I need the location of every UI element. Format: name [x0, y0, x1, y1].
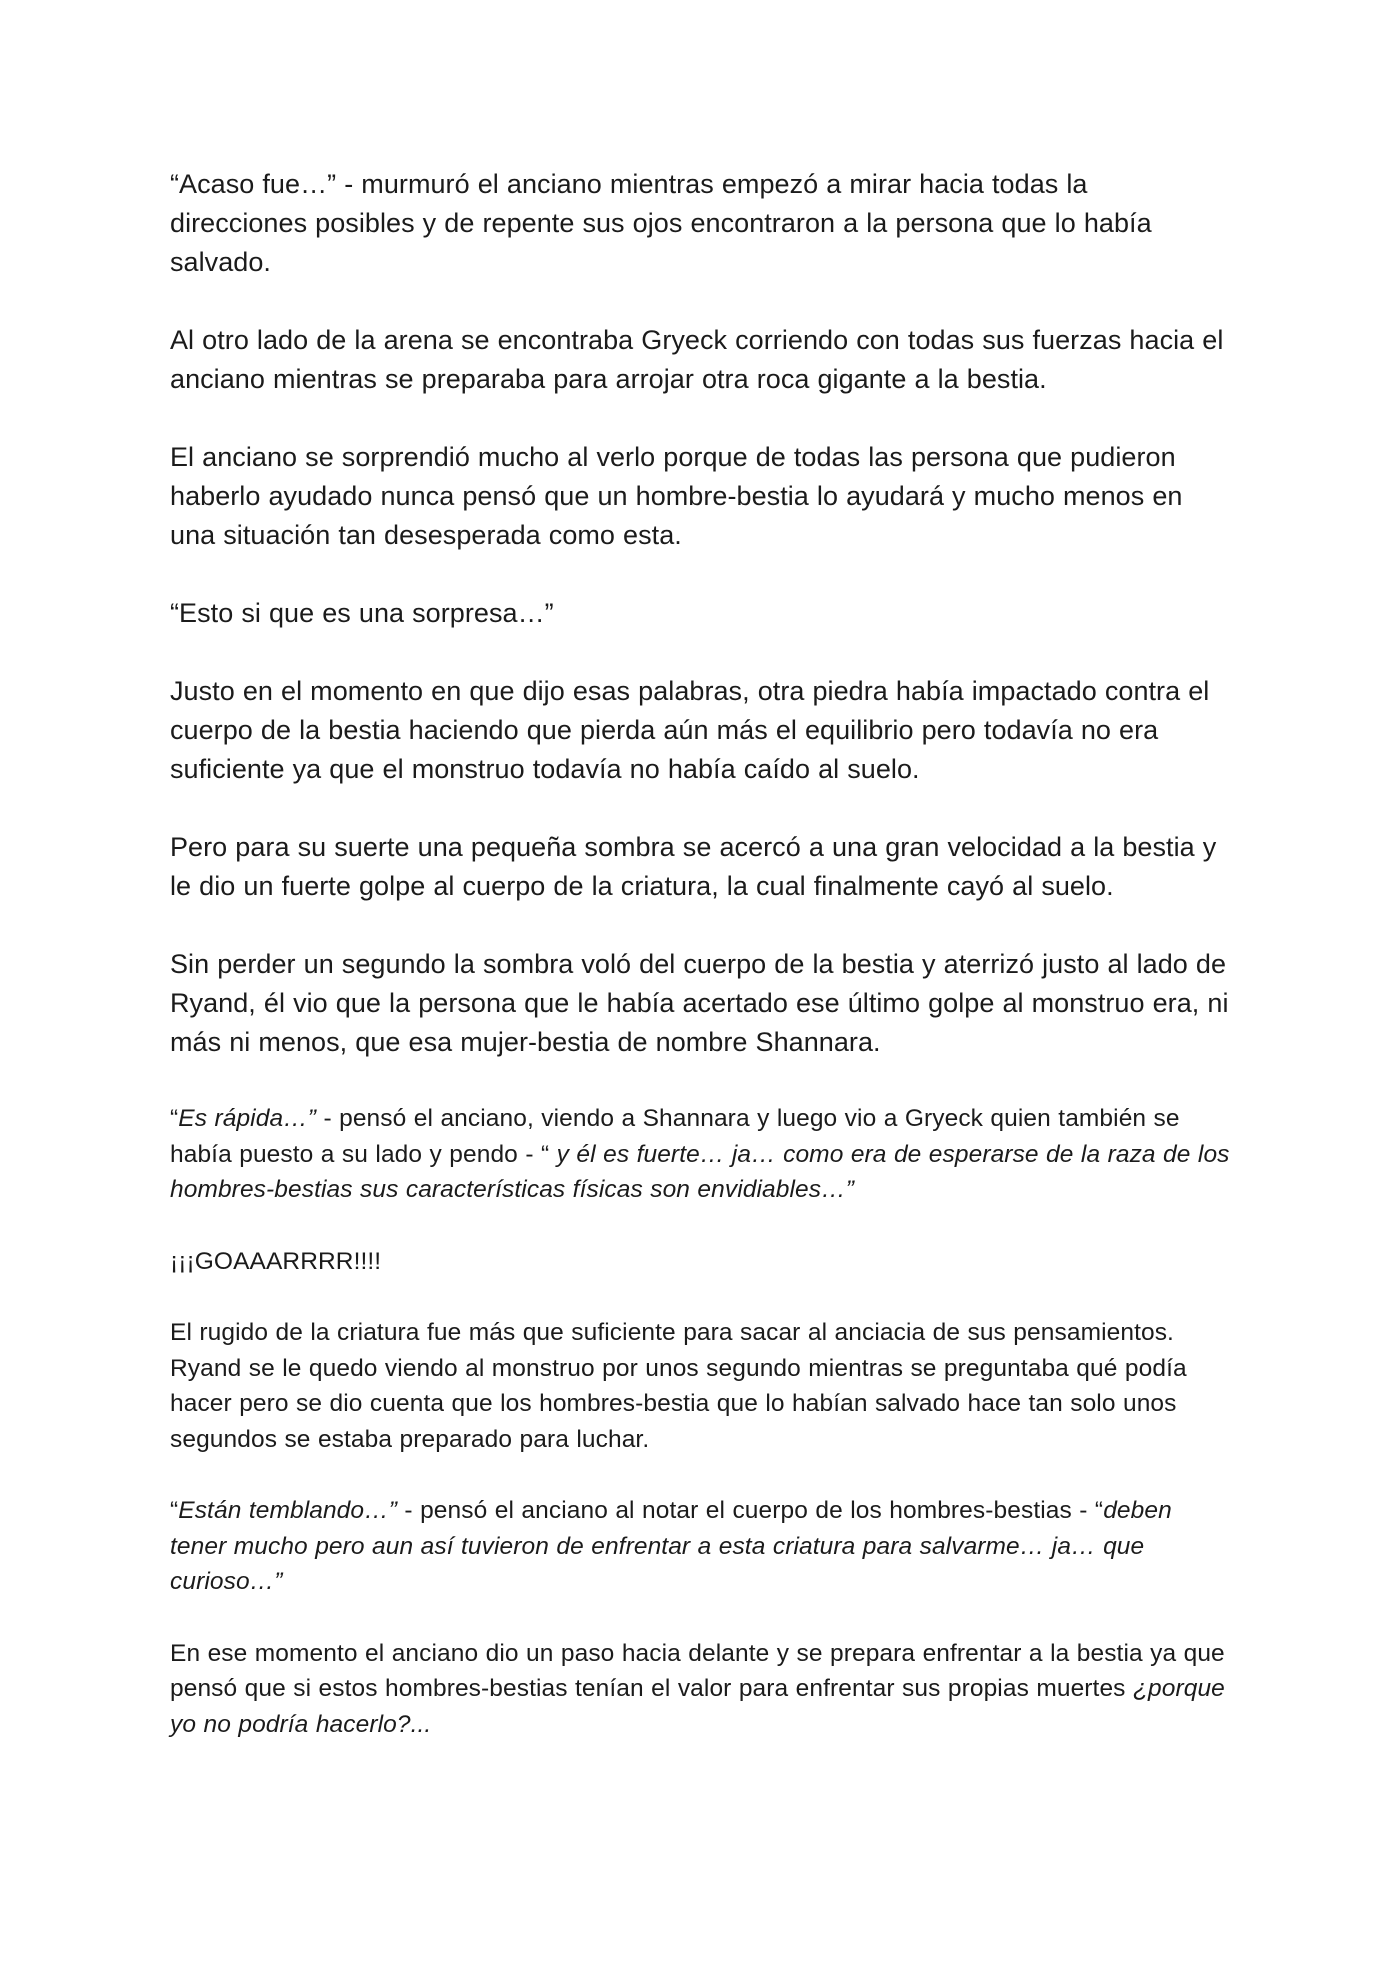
paragraph-8-italic-thought: Es rápida…” — [178, 1105, 317, 1132]
paragraph-3: El anciano se sorprendió mucho al verlo porque de todas las persona que pudieron haberlo ayudado nunca pensó que un hombre-bestia lo ayudará y mucho menos en una situación tan desesperada como esta. — [170, 442, 1183, 550]
paragraph-8-italic-thought-2: y él es fuerte… ja… como era de esperarse de la raza de los hombres-bestias sus características físicas son envidiables…” — [170, 1140, 1230, 1203]
paragraph-7: Sin perder un segundo la sombra voló del cuerpo de la bestia y aterrizó justo al lado de Ryand, él vio que la persona que le había acertado ese último golpe al monstruo era, ni más ni menos, que esa mujer-bestia de nombre Shannara. — [170, 949, 1229, 1057]
paragraph-10: El rugido de la criatura fue más que suficiente para sacar al anciacia de sus pensamientos. Ryand se le quedo viendo al monstruo por unos segundo mientras se preguntaba qué podía hacer pero se dio cuenta que los hombres-bestia que lo habían salvado hace tan solo unos segundos se estaba preparado para luchar. — [170, 1319, 1187, 1453]
paragraph-6: Pero para su suerte una pequeña sombra se acercó a una gran velocidad a la bestia y le dio un fuerte golpe al cuerpo de la criatura, la cual finalmente cayó al suelo. — [170, 832, 1217, 901]
paragraph-12-narration: En ese momento el anciano dio un paso hacia delante y se prepara enfrentar a la bestia ya que pensó que si estos hombres-bestias tenían el valor para enfrentar sus propias muertes — [170, 1639, 1225, 1702]
paragraph-8-open-quote: “ — [170, 1105, 179, 1132]
paragraph-5: Justo en el momento en que dijo esas palabras, otra piedra había impactado contra el cuerpo de la bestia haciendo que pierda aún más el equilibrio pero todavía no era suficiente ya que el monstruo todavía no había caído al suelo. — [170, 676, 1210, 784]
paragraph-11 — [170, 1493, 1230, 1600]
paragraph-12-italic-question: ¿porque yo no podría hacerlo?... — [170, 1675, 1225, 1738]
paragraph-1: “Acaso fue…” - murmuró el anciano mientras empezó a mirar hacia todas la direcciones posibles y de repente sus ojos encontraron a la persona que lo había salvado. — [170, 169, 1152, 277]
paragraph-9: ¡¡¡GOAAARRRR!!!! — [170, 1247, 382, 1275]
paragraph-11-open-quote: “ — [170, 1497, 179, 1524]
paragraph-11-italic-thought: Están temblando…” — [178, 1497, 397, 1524]
paragraph-2: Al otro lado de la arena se encontraba Gryeck corriendo con todas sus fuerzas hacia el anciano mientras se preparaba para arrojar otra roca gigante a la bestia. — [170, 325, 1224, 394]
paragraph-8-narration: - pensó el anciano, viendo a Shannara y luego vio a Gryeck quien también se había puesto a su lado y pendo - “ — [170, 1105, 1180, 1168]
paragraph-11-italic-thought-2: deben tener mucho pero aun así tuvieron de enfrentar a esta criatura para salvarme… ja… que curioso…” — [170, 1497, 1172, 1595]
paragraph-8 — [170, 1101, 1230, 1208]
paragraph-11-narration: - pensó el anciano al notar el cuerpo de los hombres-bestias - “ — [397, 1497, 1104, 1524]
paragraph-4: “Esto si que es una sorpresa…” — [170, 598, 554, 628]
paragraph-12 — [170, 1636, 1230, 1743]
